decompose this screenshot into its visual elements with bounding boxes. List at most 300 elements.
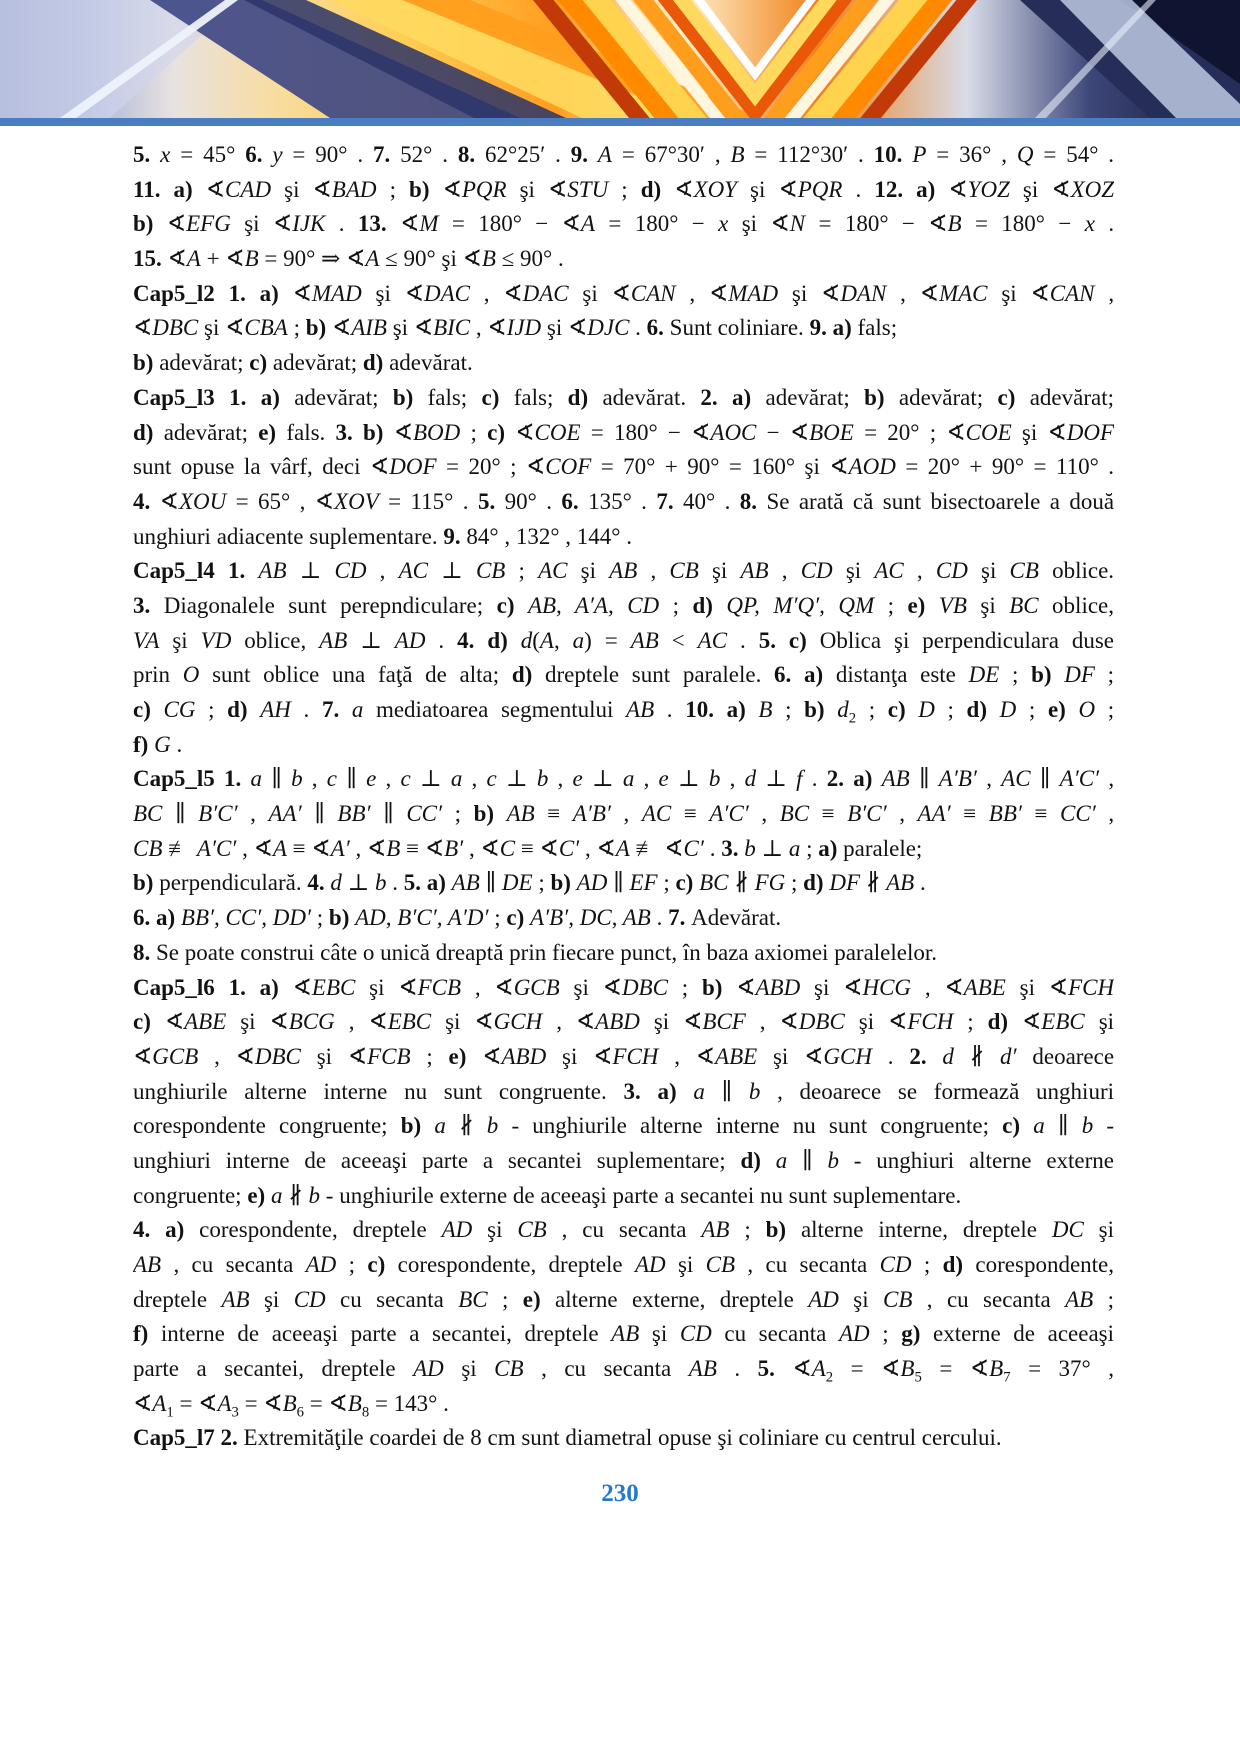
text-segment: 15.: [133, 246, 168, 272]
text-segment: = 20° ;: [853, 419, 947, 445]
text-segment: f): [133, 1321, 161, 1347]
text-segment: CD: [679, 1321, 712, 1347]
text-segment: b): [133, 350, 160, 376]
text-segment: EF: [629, 870, 658, 896]
text-segment: c): [496, 592, 528, 618]
text-line: [133, 658, 1114, 693]
text-segment: −: [756, 419, 790, 445]
text-segment: unghiuri interne de aceeaşi parte a secantei suplementare;: [133, 1147, 741, 1173]
text-segment: ;: [934, 697, 967, 722]
text-segment: A: [597, 142, 612, 167]
text-segment: ∢IJK: [272, 211, 326, 237]
text-segment: ∢A: [346, 246, 380, 272]
text-segment: şi: [506, 176, 549, 202]
text-segment: şi: [431, 1009, 475, 1035]
text-segment: ;: [608, 176, 641, 202]
text-segment: e: [572, 766, 583, 792]
text-segment: b: [486, 1113, 499, 1139]
text-segment: ∢N: [770, 211, 806, 237]
text-segment: ;: [657, 870, 676, 896]
text-segment: ∢YOZ: [948, 176, 1010, 202]
text-segment: ,: [610, 801, 642, 827]
text-segment: e): [907, 592, 939, 618]
text-segment: BB′, CC′, DD′: [180, 905, 312, 931]
text-segment: .: [290, 697, 322, 722]
text-line: [133, 485, 1114, 520]
text-segment: adevărat;: [1029, 384, 1114, 410]
subscript: 8: [361, 1404, 370, 1421]
text-segment: 5.: [757, 1356, 793, 1382]
text-segment: .: [650, 905, 669, 931]
text-segment: şi: [736, 176, 779, 202]
text-segment: Cap5_l5 1.: [133, 766, 251, 792]
text-segment: ;: [1093, 1286, 1114, 1312]
text-segment: BC: [699, 870, 729, 896]
text-segment: 4.: [133, 488, 160, 514]
text-segment: b): [1031, 662, 1065, 688]
text-segment: ∢COE: [946, 419, 1012, 445]
text-segment: ≡: [950, 801, 989, 827]
text-segment: A′C′: [1059, 766, 1100, 792]
text-segment: = 143° .: [369, 1390, 449, 1416]
text-segment: CB: [475, 558, 506, 584]
text-segment: ,: [1095, 801, 1114, 827]
text-segment: ,: [1094, 280, 1114, 306]
text-segment: 12. a): [874, 176, 949, 202]
text-segment: ∢CAD: [205, 176, 272, 202]
document-body: [0, 126, 1240, 1456]
text-segment: ∢B: [328, 1390, 362, 1416]
text-segment: 5.: [133, 142, 161, 167]
text-segment: AB: [626, 697, 655, 722]
text-segment: şi: [249, 1286, 294, 1312]
text-line: [133, 1005, 1114, 1040]
text-segment: adevărat;: [163, 419, 259, 445]
text-segment: ⊥: [668, 766, 709, 792]
text-segment: ∥: [704, 1078, 749, 1104]
text-segment: AD: [441, 1217, 473, 1243]
text-segment: D: [999, 697, 1017, 722]
text-segment: a: [351, 697, 364, 722]
text-segment: ;: [1094, 662, 1114, 688]
text-segment: ∦: [728, 870, 755, 896]
text-segment: = 65° ,: [226, 488, 315, 514]
text-segment: ⊥: [756, 766, 797, 792]
text-segment: ∢B: [263, 1390, 297, 1416]
text-segment: DE: [501, 870, 533, 896]
text-segment: congruente;: [133, 1182, 248, 1208]
text-segment: A′B′: [572, 801, 611, 827]
text-segment: c: [326, 766, 337, 792]
text-segment: AB: [630, 627, 659, 653]
text-segment: ⊥: [427, 558, 476, 584]
text-line: [133, 242, 1114, 277]
text-segment: b: [291, 766, 303, 792]
text-segment: şi: [832, 558, 875, 584]
text-segment: CC′: [1060, 801, 1096, 827]
text-segment: ≢: [629, 835, 665, 861]
text-segment: ∢EBC: [292, 974, 356, 1000]
text-segment: 4.: [307, 870, 331, 896]
text-segment: şi: [967, 558, 1010, 584]
text-segment: BC: [1009, 592, 1039, 618]
text-segment: - unghiurile externe de aceeaşi parte a secantei nu sunt suplementare.: [320, 1182, 962, 1208]
text-segment: = 67°30′ ,: [611, 142, 731, 167]
text-segment: şi: [472, 1217, 518, 1243]
text-segment: CD: [334, 558, 367, 584]
text-segment: ,: [542, 1009, 576, 1035]
text-segment: ∢AIB: [331, 315, 387, 341]
text-segment: = 180° −: [438, 211, 562, 237]
text-segment: c): [249, 350, 273, 376]
text-segment: y: [272, 142, 283, 167]
text-segment: DF: [829, 870, 860, 896]
text-segment: c): [367, 1252, 398, 1277]
subscript: 2: [825, 1369, 834, 1386]
text-segment: ∢DAN: [821, 280, 887, 306]
text-segment: x: [1084, 211, 1095, 237]
text-segment: c): [133, 697, 164, 722]
text-segment: AC: [874, 558, 904, 584]
text-segment: şi: [1084, 1009, 1114, 1035]
text-segment: alterne externe, dreptele: [555, 1286, 809, 1312]
text-segment: sunt oblice una faţă de alta;: [199, 662, 512, 688]
text-segment: AB: [1065, 1286, 1094, 1312]
text-segment: d): [640, 176, 675, 202]
text-segment: unghiurile alterne interne nu sunt congruente.: [133, 1078, 624, 1104]
text-segment: 11. a): [133, 176, 206, 202]
text-segment: perpendiculară.: [159, 870, 308, 896]
text-segment: B: [730, 142, 745, 167]
text-line: [133, 901, 1114, 936]
text-segment: ∢GCB: [494, 974, 560, 1000]
text-segment: 13.: [357, 211, 401, 237]
text-segment: ∢A: [561, 211, 595, 237]
text-segment: ;: [487, 1286, 523, 1312]
text-segment: AD: [413, 1356, 444, 1382]
text-segment: = 180° −: [580, 419, 692, 445]
text-segment: 4. a): [133, 1217, 200, 1243]
text-segment: AB: [886, 870, 915, 896]
text-segment: ∢XOU: [159, 488, 227, 514]
page-number: 230: [601, 1480, 639, 1508]
text-segment: =: [921, 1356, 970, 1382]
text-segment: ∢B: [969, 1356, 1004, 1382]
text-segment: ∦: [445, 1113, 487, 1139]
text-segment: ,: [911, 974, 945, 1000]
text-segment: şi: [443, 1356, 495, 1382]
text-segment: ;: [869, 1321, 902, 1347]
text-segment: ;: [800, 835, 819, 861]
text-segment: BB′: [988, 801, 1022, 827]
text-segment: 3.: [721, 835, 745, 861]
text-segment: ,: [349, 835, 368, 861]
text-segment: - unghiuri alterne externe: [838, 1147, 1114, 1173]
text-segment: VD: [200, 627, 232, 653]
text-segment: ∢A: [133, 1390, 167, 1416]
text-segment: 6. a): [133, 905, 181, 931]
text-segment: b: [827, 1147, 839, 1173]
text-segment: x: [718, 211, 729, 237]
text-segment: ;: [442, 801, 474, 827]
text-segment: fals;: [513, 384, 568, 410]
text-segment: mediatoarea segmentului: [363, 697, 627, 722]
text-line: [133, 1352, 1114, 1387]
text-segment: = 70° + 90° = 160° şi: [591, 454, 830, 480]
text-line: [133, 1040, 1114, 1075]
text-segment: ∢MAD: [292, 280, 362, 306]
text-line: [133, 1317, 1114, 1352]
text-segment: b): [305, 315, 332, 341]
text-segment: Cap5_l7 2.: [133, 1425, 244, 1451]
text-segment: ,: [903, 558, 936, 584]
text-segment: oblice,: [231, 627, 320, 653]
text-segment: ∢C: [480, 835, 516, 861]
text-segment: externe de aceeaşi: [933, 1321, 1114, 1347]
text-segment: d): [227, 697, 261, 722]
text-segment: .: [386, 870, 404, 896]
text-segment: ∢BIC: [413, 315, 471, 341]
text-segment: 8.: [739, 488, 767, 514]
text-segment: 2. a): [700, 384, 766, 410]
text-segment: .: [802, 766, 827, 792]
text-segment: g): [901, 1321, 934, 1347]
text-segment: şi: [271, 176, 313, 202]
text-segment: CB: [1009, 558, 1039, 584]
text-segment: =: [238, 1390, 264, 1416]
text-segment: ∢A: [253, 835, 287, 861]
text-segment: 7.: [321, 697, 352, 722]
text-segment: Diagonalele sunt perepndiculare;: [163, 592, 497, 618]
text-segment: ,: [748, 801, 780, 827]
text-line: [133, 624, 1114, 659]
text-segment: şi: [1009, 176, 1052, 202]
text-segment: Cap5_l3 1. a): [133, 384, 295, 410]
text-segment: d): [987, 1009, 1023, 1035]
text-segment: ∢FCB: [398, 974, 462, 1000]
text-segment: ⊥: [410, 766, 451, 792]
text-segment: =: [833, 1356, 882, 1382]
text-segment: şi: [639, 1009, 684, 1035]
text-segment: = 115° .: [378, 488, 478, 514]
text-segment: d): [511, 662, 545, 688]
text-segment: ,: [1099, 766, 1114, 792]
text-segment: ∢EBC: [368, 1009, 432, 1035]
text-segment: AC: [398, 558, 428, 584]
text-segment: 3.: [133, 592, 164, 618]
text-segment: a: [572, 627, 585, 653]
text-segment: ;: [311, 905, 329, 931]
text-segment: .: [170, 731, 183, 757]
text-segment: b): [400, 1113, 435, 1139]
text-segment: CG: [163, 697, 196, 722]
text-segment: alterne interne, dreptele: [800, 1217, 1052, 1243]
text-segment: d: [942, 1043, 954, 1069]
text-segment: 5. c): [758, 627, 820, 653]
text-segment: ∢B: [367, 835, 401, 861]
text-segment: ⊥: [755, 835, 789, 861]
text-segment: ∢ABD: [482, 1043, 547, 1069]
text-segment: AC: [697, 627, 728, 653]
text-segment: ,: [302, 766, 327, 792]
text-segment: , cu secanta: [523, 1356, 689, 1382]
text-segment: = 180° −: [961, 211, 1085, 237]
text-segment: ≡: [515, 835, 540, 861]
text-segment: DE: [968, 662, 1000, 688]
text-segment: Q: [1016, 142, 1034, 167]
text-segment: şi: [386, 315, 414, 341]
text-segment: ∢B: [881, 1356, 915, 1382]
header-banner: [0, 0, 1240, 126]
text-segment: AB: [451, 870, 480, 896]
text-segment: ;: [667, 974, 702, 1000]
text-segment: 4. d): [457, 627, 521, 653]
text-segment: a): [818, 835, 844, 861]
text-segment: D: [918, 697, 935, 722]
text-segment: Oblica şi perpendiculara duse: [819, 627, 1114, 653]
text-segment: ⊥: [582, 766, 623, 792]
text-segment: ,: [658, 1043, 696, 1069]
text-segment: c): [887, 697, 919, 722]
text-line: [133, 1421, 1114, 1456]
text-segment: .: [1094, 211, 1114, 237]
text-segment: ∢CBA: [225, 315, 288, 341]
text-segment: =: [173, 1390, 199, 1416]
text-segment: paralele;: [843, 835, 923, 861]
text-segment: ∥: [909, 766, 939, 792]
text-segment: ;: [999, 662, 1032, 688]
text-segment: .: [425, 627, 458, 653]
text-segment: ;: [376, 176, 410, 202]
text-segment: d): [692, 592, 727, 618]
text-segment: prin: [133, 662, 183, 688]
text-segment: b): [473, 801, 507, 827]
text-segment: ∥: [370, 801, 407, 827]
text-line: [133, 554, 1114, 589]
text-segment: +: [200, 246, 226, 272]
text-line: [133, 450, 1114, 485]
text-segment: = 180° −: [805, 211, 929, 237]
text-segment: 5. a): [403, 870, 452, 896]
text-segment: ∢C′: [539, 835, 580, 861]
text-segment: 6. a): [774, 662, 836, 688]
text-segment: AB: [133, 1252, 162, 1277]
text-segment: G: [154, 731, 171, 757]
text-segment: d): [942, 1252, 976, 1277]
text-segment: BC: [458, 1286, 488, 1312]
text-segment: <: [658, 627, 698, 653]
text-line: [133, 1075, 1114, 1110]
text-segment: 7.: [656, 488, 683, 514]
text-segment: ⊥: [286, 558, 335, 584]
text-segment: corespondente,: [975, 1252, 1114, 1277]
text-segment: O: [1078, 697, 1096, 722]
text-segment: oblice.: [1038, 558, 1114, 584]
text-segment: şi: [355, 974, 399, 1000]
text-segment: b: [1081, 1113, 1094, 1139]
text-segment: ∥: [479, 870, 502, 896]
text-segment: ,: [637, 558, 670, 584]
text-segment: = 20° + 90° = 110° .: [895, 454, 1114, 480]
text-segment: şi: [838, 1286, 884, 1312]
text-segment: ∢C′: [664, 835, 704, 861]
text-segment: CB: [133, 835, 163, 861]
text-line: [133, 138, 1114, 173]
text-segment: ;: [659, 592, 693, 618]
text-segment: adevărat.: [602, 384, 701, 410]
text-segment: AB: [609, 558, 638, 584]
text-segment: AC: [641, 801, 672, 827]
text-segment: VB: [938, 592, 967, 618]
text-segment: ∢AOC: [691, 419, 757, 445]
text-segment: adevărat;: [159, 350, 250, 376]
text-segment: CD: [879, 1252, 912, 1277]
text-segment: 2.: [909, 1043, 943, 1069]
text-segment: parte a secantei, dreptele: [133, 1356, 414, 1382]
text-segment: c): [506, 905, 531, 931]
text-segment: AD: [394, 627, 426, 653]
text-segment: ;: [911, 1252, 943, 1277]
text-segment: fals;: [857, 315, 898, 341]
text-segment: ∢PQR: [442, 176, 507, 202]
text-segment: d): [133, 419, 164, 445]
text-line: [133, 416, 1114, 451]
text-segment: a: [788, 835, 801, 861]
text-segment: A′C′: [196, 835, 237, 861]
text-segment: 9.: [443, 523, 467, 549]
text-segment: ,: [334, 1009, 369, 1035]
text-segment: .: [325, 211, 358, 237]
text-segment: ∢MAD: [708, 280, 779, 306]
text-segment: b): [328, 905, 356, 931]
text-segment: 10. a): [685, 697, 759, 722]
text-segment: şi: [546, 1043, 594, 1069]
text-segment: ,: [366, 558, 399, 584]
text-segment: ,: [553, 627, 573, 653]
text-segment: f: [796, 766, 803, 792]
text-segment: BB′: [337, 801, 371, 827]
text-segment: ∥: [262, 766, 292, 792]
text-segment: e): [258, 419, 287, 445]
text-segment: ≡: [400, 835, 425, 861]
text-segment: ∢EFG: [166, 211, 231, 237]
text-line: [133, 832, 1114, 867]
text-segment: e): [522, 1286, 556, 1312]
text-segment: Sunt coliniare.: [669, 315, 810, 341]
text-segment: ∢AOD: [829, 454, 896, 480]
text-segment: şi: [639, 1321, 680, 1347]
text-segment: d: [520, 627, 533, 653]
text-segment: ;: [505, 558, 539, 584]
text-segment: c): [1002, 1113, 1034, 1139]
text-segment: ∢IJD: [487, 315, 542, 341]
text-segment: ;: [1016, 697, 1048, 722]
text-segment: f): [133, 731, 155, 757]
text-segment: e): [247, 1182, 271, 1208]
text-segment: VA: [133, 627, 160, 653]
text-segment: şi: [757, 1043, 805, 1069]
text-segment: şi: [966, 592, 1010, 618]
text-segment: = 37° ,: [1010, 1356, 1114, 1382]
text-segment: şi: [230, 211, 273, 237]
text-segment: B′C′: [198, 801, 238, 827]
text-segment: ∢XOY: [674, 176, 737, 202]
text-segment: şi: [159, 627, 201, 653]
text-segment: .: [654, 697, 686, 722]
text-segment: şi: [1005, 974, 1049, 1000]
text-segment: 62°25′ .: [485, 142, 571, 167]
text-segment: b): [701, 974, 737, 1000]
